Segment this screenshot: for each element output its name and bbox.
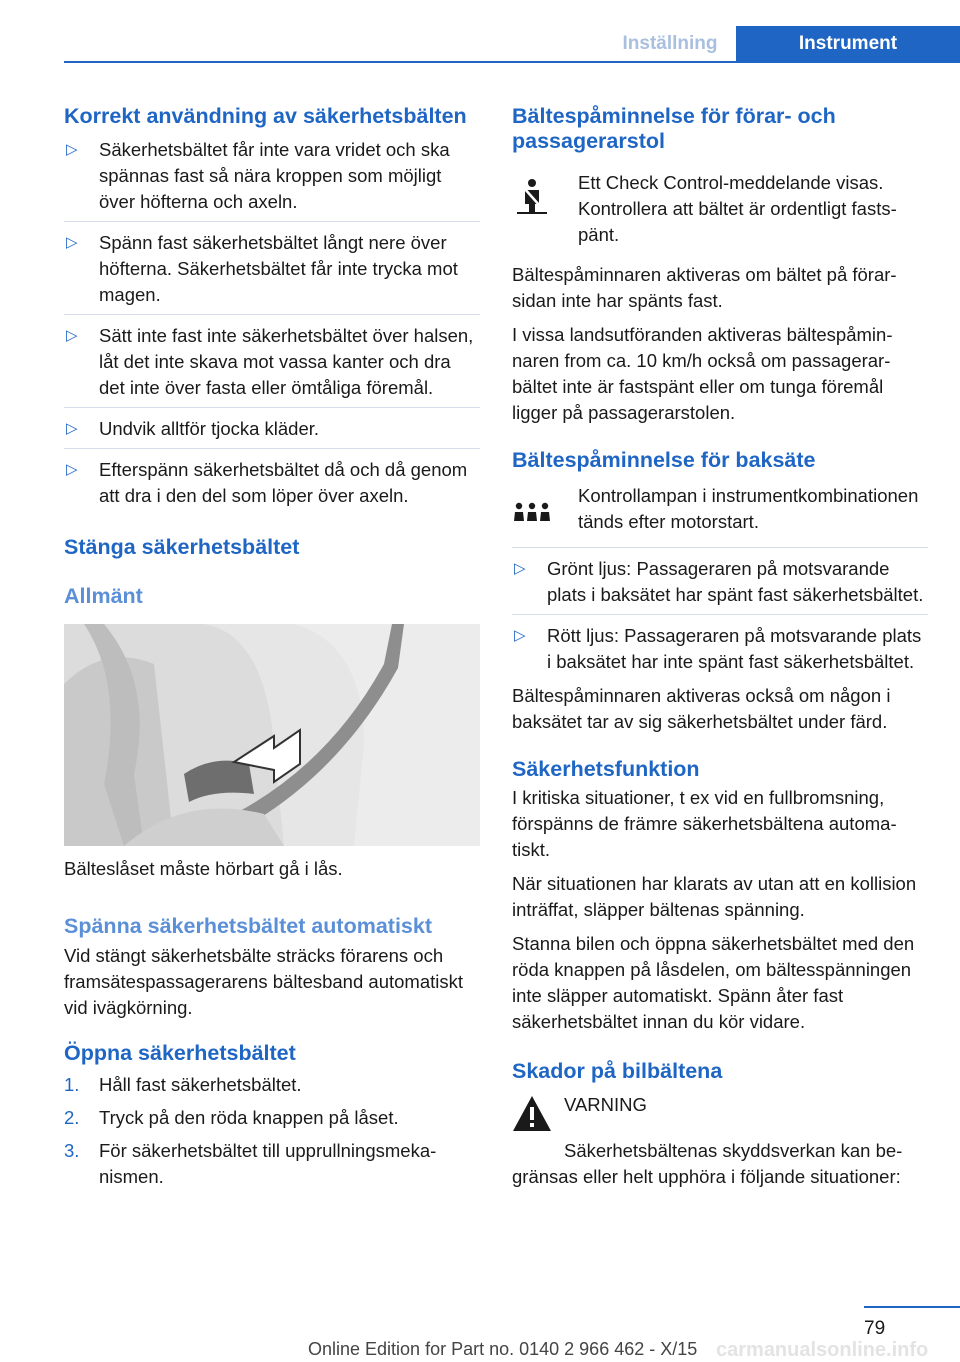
front-reminder-p1: Bältespåminnaren aktiveras om bältet på förarsidan inte har spänts fast. xyxy=(512,264,897,311)
divider xyxy=(512,547,928,548)
list-item xyxy=(512,623,928,675)
divider xyxy=(512,614,928,615)
auto-tension-text: Vid stängt säkerhetsbälte sträcks förarens och framsätespassagerarens bältesband automatiskt vid ivägkörning. xyxy=(64,945,463,1018)
step-number: 3. xyxy=(64,1140,80,1161)
damage-heading: Skador på bilbältena xyxy=(512,1059,723,1083)
safety-p1: I kritiska situationer, t ex vid en fullbromsning, förspänns de främre säkerhetsbältena automatiskt. xyxy=(512,787,897,860)
list-item-text: Säkerhetsbältet får inte vara vridet och ska spännas fast så nära kroppen som möjligt över höfterna och axeln. xyxy=(99,139,450,212)
list-item-text: Grönt ljus: Passageraren på motsvarande plats i baksätet har spänt fast säkerhetsbältet. xyxy=(547,558,924,605)
triangle-bullet-icon: ▷ xyxy=(514,627,526,644)
correct-use-list xyxy=(64,137,480,509)
close-belt-heading: Stänga säkerhetsbältet xyxy=(64,535,300,559)
photo-caption: Bälteslåset måste hörbart gå i lås. xyxy=(64,858,343,879)
warning-text: Säkerhetsbältenas skyddsverkan kan begränsas eller helt upphöra i följande situationer: xyxy=(512,1140,903,1187)
list-item xyxy=(64,416,480,442)
triangle-bullet-icon: ▷ xyxy=(66,420,78,437)
page-number: 79 xyxy=(864,1318,886,1339)
list-item-text: Spänn fast säkerhetsbältet långt nere över höfterna. Säkerhetsbältet får inte trycka mot magen. xyxy=(99,232,458,305)
list-item-text: Rött ljus: Passageraren på motsvarande plats i baksätet har inte spänt fast säkerhetsbältet. xyxy=(547,625,922,672)
safety-function-heading: Säkerhetsfunktion xyxy=(512,757,700,781)
list-item-text: Efterspänn säkerhetsbältet då och då genom att dra i den del som löper över axeln. xyxy=(99,459,468,506)
auto-tension-heading: Spänna säkerhetsbältet automatiskt xyxy=(64,914,433,938)
rear-reminder-p: Bältespåminnaren aktiveras också om någon i baksätet tar av sig säkerhetsbältet under färd. xyxy=(512,685,891,732)
warning-triangle-icon xyxy=(512,1094,552,1134)
seatbelt-reminder-icon xyxy=(512,176,552,216)
list-item-text: Sätt inte fast inte säkerhetsbältet över halsen, låt det inte skava mot vassa kanter och dra det inte över fasta eller ömtåliga föremål. xyxy=(99,325,474,398)
header-tab-settings[interactable]: Inställning xyxy=(622,33,718,54)
rear-reminder-row xyxy=(512,483,928,535)
open-steps-list xyxy=(64,1072,480,1190)
front-reminder-row xyxy=(512,170,928,248)
list-item-text: Undvik alltför tjocka kläder. xyxy=(99,418,320,439)
list-item xyxy=(64,230,480,308)
general-heading: Allmänt xyxy=(64,584,143,608)
open-belt-heading: Öppna säkerhetsbältet xyxy=(64,1041,296,1065)
step-number: 1. xyxy=(64,1074,80,1095)
step-text: Tryck på den röda knappen på låset. xyxy=(99,1107,399,1128)
divider xyxy=(64,448,480,449)
safety-p2: När situationen har klarats av utan att en kollision inträffat, släpper bältenas spänning. xyxy=(512,873,917,920)
list-item xyxy=(64,1105,480,1131)
rear-seat-occupants-icon xyxy=(512,493,552,533)
divider xyxy=(64,221,480,222)
left-column xyxy=(64,104,480,1190)
watermark: carmanualsonline.info xyxy=(716,1339,929,1361)
list-item xyxy=(64,457,480,509)
triangle-bullet-icon: ▷ xyxy=(514,560,526,577)
triangle-bullet-icon: ▷ xyxy=(66,141,78,158)
front-reminder-p2: I vissa landsutföranden aktiveras bältespåminnaren from ca. 10 km/h också om passagerarbältet inte är fastspänt eller om tunga föremål ligger på passagerarstolen. xyxy=(512,324,893,423)
safety-p3: Stanna bilen och öppna säkerhetsbältet med den röda knappen på låsdelen, om bältesspänningen inte släpper automatiskt. Spänn åter fast säkerhetsbältet innan du kör vidare. xyxy=(512,933,915,1032)
rear-status-list xyxy=(512,547,928,675)
divider xyxy=(64,407,480,408)
header-rule xyxy=(64,61,960,63)
rear-reminder-text: Kontrollampan i instrumentkombinationen tänds efter motorstart. xyxy=(578,485,919,532)
triangle-bullet-icon: ▷ xyxy=(66,327,78,344)
correct-use-heading: Korrekt användning av säkerhetsbälten xyxy=(64,104,467,128)
front-reminder-text: Ett Check Control-meddelande visas. Kontrollera att bältet är ordentligt fastspänt. xyxy=(578,172,897,245)
list-item xyxy=(512,556,928,608)
rear-reminder-heading: Bältespåminnelse för baksäte xyxy=(512,448,816,472)
triangle-bullet-icon: ▷ xyxy=(66,461,78,478)
list-item xyxy=(64,1072,480,1098)
list-item xyxy=(64,137,480,215)
header-tab-instrument[interactable]: Instrument xyxy=(736,26,960,62)
step-text: För säkerhetsbältet till upprullningsmekanismen. xyxy=(99,1140,437,1187)
list-item xyxy=(64,1138,480,1190)
list-item xyxy=(64,323,480,401)
front-reminder-heading: Bältespåminnelse för förar- och passagerarstol xyxy=(512,104,836,153)
warning-row xyxy=(512,1092,928,1134)
step-text: Håll fast säkerhetsbältet. xyxy=(99,1074,302,1095)
edition-text: Online Edition for Part no. 0140 2 966 462 - X/15 xyxy=(308,1339,698,1359)
warning-label: VARNING xyxy=(564,1094,647,1115)
step-number: 2. xyxy=(64,1107,80,1128)
footer-rule xyxy=(864,1306,960,1308)
right-column xyxy=(512,104,928,1190)
triangle-bullet-icon: ▷ xyxy=(66,234,78,251)
seatbelt-buckle-photo xyxy=(64,624,480,846)
divider xyxy=(64,314,480,315)
